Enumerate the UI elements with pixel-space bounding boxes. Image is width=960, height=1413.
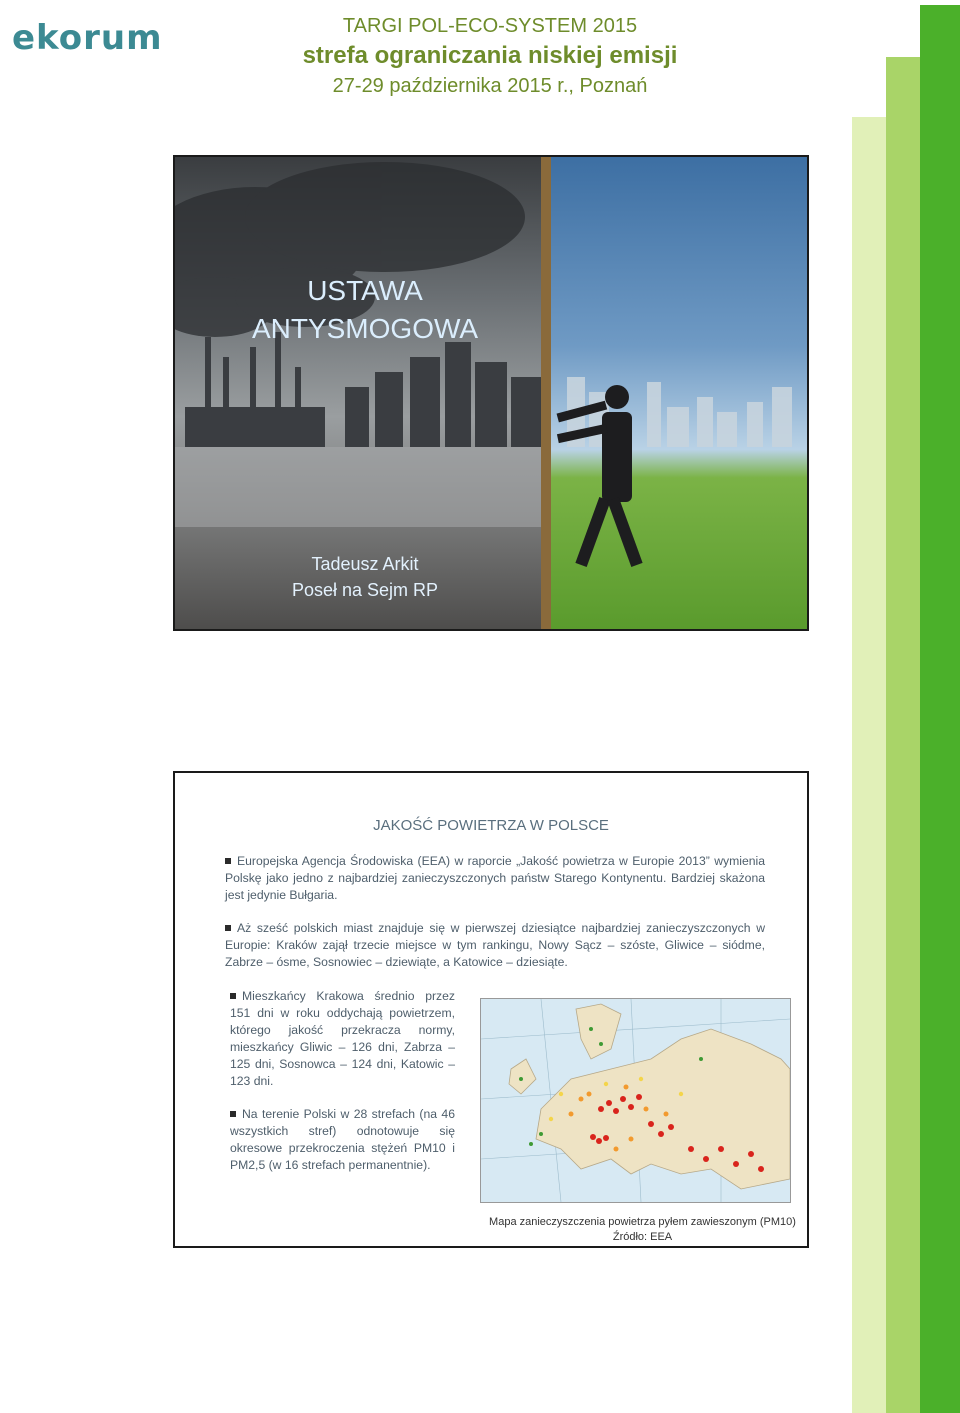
europe-map-graphic [481,999,790,1202]
slide-heading: JAKOŚĆ POWIETRZA W POLSCE [373,817,609,834]
bullet-icon [225,858,231,864]
author-role: Poseł na Sejm RP [291,580,439,600]
map-caption-title: Mapa zanieczyszczenia powietrza pyłem zawieszonym (PM10) [489,1216,796,1228]
pm10-europe-map [480,998,791,1203]
event-subtitle: strefa ograniczania niskiej emisji [302,42,678,69]
title-line-2: ANTYSMOGOWA [251,313,479,344]
bullet-icon [230,993,236,999]
decor-bar-mid [886,57,920,1413]
bullet-icon [225,925,231,931]
smog-city-image [175,157,547,629]
clean-city-illustration [547,157,807,629]
decor-bar-dark [920,5,960,1413]
paragraph-text: Mieszkańcy Krakowa średnio przez 151 dni w roku oddychają powietrzem, którego jakość przekracza normy, mieszkańcy Gliwic – 126 dni, Zabrza – 125 dni, Sosnowca – 124 dni, Katowic – 123 dni. [230,989,455,1088]
paragraph-eea-report [225,853,765,904]
event-header [300,12,680,100]
decor-bar-light [852,117,886,1413]
logo-text: ekorum [12,18,163,58]
title-line-1: USTAWA [307,275,423,306]
title-slide [173,155,809,631]
author-name: Tadeusz Arkit [311,554,419,574]
wooden-divider [541,157,551,629]
bullet-icon [230,1111,236,1117]
slide-title [215,272,515,348]
author-block [215,551,515,603]
green-city-image [547,157,807,629]
ekorum-logo [6,12,216,58]
map-caption-source: Źródło: EEA [612,1231,673,1243]
event-name: TARGI POL-ECO-SYSTEM 2015 [342,15,638,37]
paragraph-text: Na terenie Polski w 28 strefach (na 46 wszystkich stref) odnotowuje się okresowe przekroczenia stężeń PM10 i PM2,5 (w 16 strefach permanentnie). [230,1107,455,1172]
paragraph-polish-cities [225,920,765,971]
air-quality-slide [173,771,809,1248]
map-caption [480,1215,805,1245]
event-date: 27-29 października 2015 r., Poznań [332,75,648,97]
paragraph-text: Aż sześć polskich miast znajduje się w pierwszej dziesiątce najbardziej zanieczyszczonych w Europie: Kraków zajął trzecie miejsce w tym rankingu, Nowy Sącz – szóste, Gliwice – siódme, Zabrze – ósme, Sosnowiec – dziewiąte, a Katowice – dziesiąte. [225,921,765,969]
paragraph-krakow-days [230,988,455,1090]
paragraph-zones [230,1106,455,1174]
paragraph-text: Europejska Agencja Środowiska (EEA) w raporcie „Jakość powietrza w Europie 2013” wymienia Polskę jako jedno z najbardziej zanieczyszczonych państw Starego Kontynentu. Bardziej skażona jest jedynie Bułgaria. [225,854,765,902]
